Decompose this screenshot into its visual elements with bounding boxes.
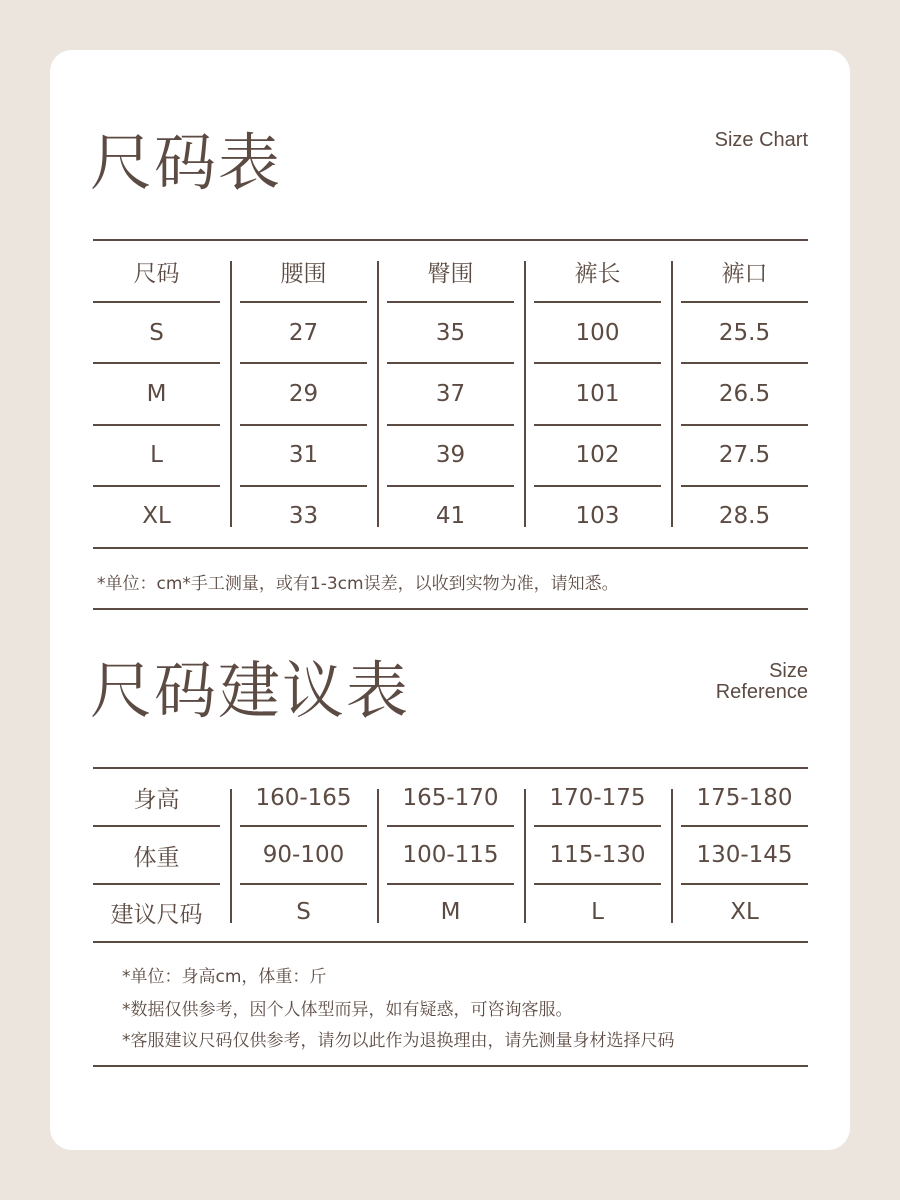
table-cell: 103 [575, 503, 620, 530]
table-cell: 27.5 [718, 442, 771, 469]
size-chart-subtitle: Size Chart [714, 129, 808, 151]
column-separator [230, 261, 232, 527]
column-separator [524, 261, 526, 527]
size-reference-end-rule [93, 1065, 808, 1067]
table-cell: XL [730, 899, 759, 926]
table-column [681, 241, 808, 547]
table-cell: 33 [288, 503, 319, 530]
column-separator [671, 789, 673, 923]
column-separator [230, 789, 232, 923]
table-column [534, 241, 661, 547]
size-chart-title: 尺码表 [90, 126, 283, 199]
table-header-cell: 裤口 [721, 261, 768, 288]
table-cell: 41 [435, 503, 466, 530]
table-cell: 90-100 [262, 842, 345, 869]
size-reference-note-1: *单位：身高cm，体重：斤 [122, 967, 327, 987]
table-cell: 100 [575, 319, 620, 346]
size-reference-table [93, 769, 808, 941]
table-header-cell: 尺码 [133, 261, 180, 288]
table-cell: L [150, 442, 163, 469]
table-cell: 25.5 [718, 319, 771, 346]
table-cell: 160-165 [255, 784, 352, 811]
table-column [387, 769, 514, 941]
table-cell: 35 [435, 319, 466, 346]
column-separator [377, 261, 379, 527]
table-column [681, 769, 808, 941]
table-cell: 31 [288, 442, 319, 469]
size-card [50, 50, 850, 1150]
size-reference-note-3: *客服建议尺码仅供参考，请勿以此作为退换理由，请先测量身材选择尺码 [122, 1031, 675, 1051]
table-header-cell: 裤长 [574, 261, 621, 288]
table-cell: 27 [288, 319, 319, 346]
table-cell: 39 [435, 442, 466, 469]
table-cell: 100-115 [402, 842, 499, 869]
table-cell: 身高 [133, 787, 180, 814]
table-cell: 28.5 [718, 503, 771, 530]
column-separator [524, 789, 526, 923]
table-column [240, 241, 367, 547]
table-cell: 建议尺码 [110, 901, 203, 928]
size-reference-subtitle-line1: Size [769, 660, 808, 682]
table-cell: 29 [288, 380, 319, 407]
table-column [93, 769, 220, 941]
table-cell: M [146, 380, 167, 407]
table-cell: 体重 [133, 844, 180, 871]
size-chart-table [93, 241, 808, 547]
table-column [534, 769, 661, 941]
table-header-cell: 臀围 [427, 261, 474, 288]
table-cell: M [440, 899, 461, 926]
size-reference-bottom-rule [93, 941, 808, 943]
table-cell: 170-175 [549, 784, 646, 811]
section-divider [93, 608, 808, 610]
size-chart-note: *单位：cm*手工测量，或有1-3cm误差，以收到实物为准，请知悉。 [97, 574, 619, 594]
column-separator [671, 261, 673, 527]
table-cell: 115-130 [549, 842, 646, 869]
table-column [387, 241, 514, 547]
table-column [240, 769, 367, 941]
table-cell: 165-170 [402, 784, 499, 811]
table-header-cell: 腰围 [280, 261, 327, 288]
table-cell: L [591, 899, 604, 926]
size-reference-subtitle [716, 661, 808, 703]
table-cell: XL [142, 503, 171, 530]
table-cell: 101 [575, 380, 620, 407]
table-cell: 175-180 [696, 784, 793, 811]
size-chart-bottom-rule [93, 547, 808, 549]
size-reference-subtitle-line2: Reference [715, 681, 808, 703]
table-cell: S [149, 319, 164, 346]
table-cell: 26.5 [718, 380, 771, 407]
table-cell: 102 [575, 442, 620, 469]
table-cell: 130-145 [696, 842, 793, 869]
column-separator [377, 789, 379, 923]
size-reference-title: 尺码建议表 [90, 654, 411, 727]
table-cell: S [296, 899, 311, 926]
size-reference-note-2: *数据仅供参考，因个人体型而异，如有疑惑，可咨询客服。 [122, 1000, 573, 1020]
table-cell: 37 [435, 380, 466, 407]
table-column [93, 241, 220, 547]
